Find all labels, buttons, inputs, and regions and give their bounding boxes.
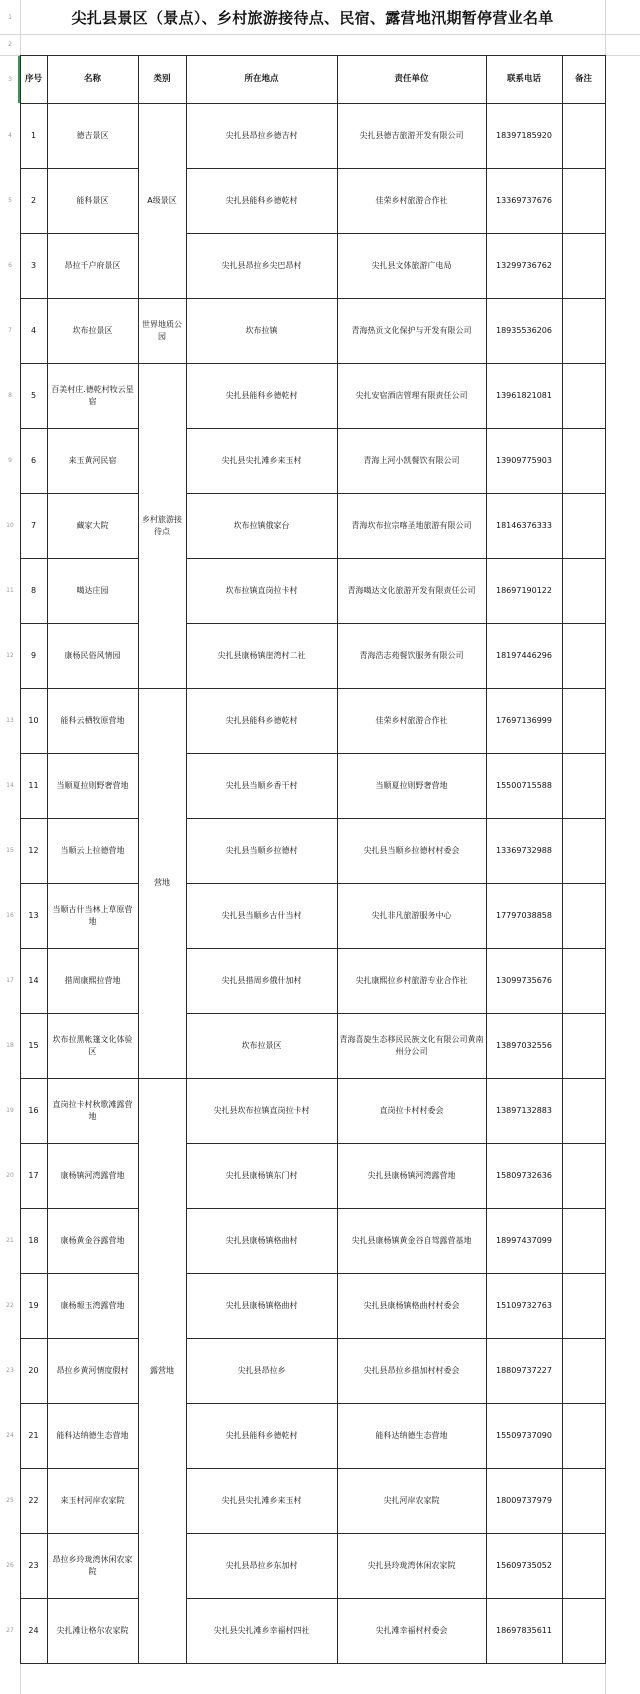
- table-cell-unit: 青海噶达文化旅游开发有限责任公司: [347, 585, 476, 595]
- row-number: 9: [8, 457, 12, 464]
- table-cell-phone: 18146376333: [496, 520, 552, 530]
- header-cell-name: 名称: [83, 74, 101, 84]
- table-cell-unit: 尖扎县德吉旅游开发有限公司: [359, 130, 464, 140]
- table-cell-name: 康杨黄金谷露营地: [60, 1235, 125, 1245]
- table-cell-no: 16: [28, 1105, 39, 1115]
- row-number: 1: [8, 13, 12, 21]
- grid-line: [186, 1143, 605, 1144]
- table-cell-phone: 18009737979: [496, 1495, 552, 1505]
- grid-line: [562, 55, 563, 1664]
- row-number: 5: [8, 197, 12, 204]
- table-cell-unit: 青海喜旋生态移民民族文化有限公司黄南州分公司: [339, 1034, 484, 1056]
- row-number: 7: [8, 327, 12, 334]
- grid-line: [20, 233, 138, 234]
- table-cell-no: 7: [30, 520, 37, 530]
- table-cell-name: 康杨塬玉湾露营地: [60, 1300, 125, 1310]
- table-cell-note: [562, 818, 605, 883]
- table-cell-location: 尖扎县尖扎滩乡幸福村四社: [213, 1625, 310, 1635]
- grid-line: [605, 55, 606, 1664]
- table-cell-no: 18: [28, 1235, 39, 1245]
- table-cell-no: 14: [28, 975, 39, 985]
- table-cell-note: [562, 753, 605, 818]
- grid-line: [186, 1013, 605, 1014]
- table-cell-no: 21: [28, 1430, 39, 1440]
- grid-line: [186, 623, 605, 624]
- gridline: [0, 34, 640, 35]
- grid-line: [138, 688, 186, 689]
- table-cell-location: 尖扎县康杨镇崖湾村二社: [217, 650, 306, 660]
- row-number: 17: [6, 977, 14, 984]
- table-cell-location: 尖扎县尖扎滩乡来玉村: [221, 1495, 302, 1505]
- row-number: 21: [6, 1237, 14, 1244]
- table-cell-unit: 尖扎滩幸福村村委会: [375, 1625, 448, 1635]
- table-cell-name: 措周康熙拉营地: [64, 975, 121, 985]
- header-cell-phone: 联系电话: [506, 74, 541, 84]
- table-cell-no: 6: [30, 455, 37, 465]
- table-cell-phone: 17697136999: [496, 715, 552, 725]
- grid-line: [138, 55, 139, 1664]
- table-cell-unit: 尖扎县昂拉乡措加村村委会: [363, 1365, 460, 1375]
- table-cell-phone: 13961821081: [496, 390, 552, 400]
- grid-line: [186, 1338, 605, 1339]
- grid-line: [20, 103, 605, 104]
- table-cell-unit: 尖扎县文体旅游广电局: [371, 260, 452, 270]
- table-cell-unit: 青海浩志苑餐饮服务有限公司: [359, 650, 464, 660]
- table-cell-unit: 尖扎县康杨镇河湾露营地: [367, 1170, 456, 1180]
- grid-line: [20, 1338, 138, 1339]
- grid-line: [20, 1208, 138, 1209]
- table-cell-unit: 尖扎安宿酒店管理有限责任公司: [355, 390, 468, 400]
- table-cell-note: [562, 1403, 605, 1468]
- table-cell-name: 能科景区: [76, 195, 109, 205]
- table-cell-note: [562, 1013, 605, 1078]
- table-cell-note: [562, 623, 605, 688]
- table-cell-name: 昂拉乡玲珑湾休闲农家院: [52, 1554, 133, 1576]
- grid-line: [186, 493, 605, 494]
- row-number: 22: [6, 1302, 14, 1309]
- table-cell-phone: 15609735052: [496, 1560, 552, 1570]
- grid-line: [138, 1663, 186, 1664]
- table-cell-note: [562, 1468, 605, 1533]
- grid-line: [186, 883, 605, 884]
- table-cell-phone: 13909775903: [496, 455, 552, 465]
- table-cell-no: 1: [30, 130, 37, 140]
- grid-line: [486, 55, 487, 1664]
- table-cell-no: 22: [28, 1495, 39, 1505]
- grid-line: [20, 298, 138, 299]
- grid-line: [186, 1468, 605, 1469]
- table-cell-note: [562, 688, 605, 753]
- table-cell-phone: 15809732636: [496, 1170, 552, 1180]
- table-cell-phone: 18809737227: [496, 1365, 552, 1375]
- table-cell-no: 8: [30, 585, 37, 595]
- table-cell-no: 10: [28, 715, 39, 725]
- table-cell-no: 17: [28, 1170, 39, 1180]
- grid-line: [20, 688, 138, 689]
- table-cell-no: 23: [28, 1560, 39, 1570]
- grid-line: [186, 363, 605, 364]
- table-cell-no: 2: [30, 195, 37, 205]
- table-cell-phone: 18197446296: [496, 650, 552, 660]
- grid-line: [186, 753, 605, 754]
- table-cell-name: 康杨民俗风情园: [64, 650, 121, 660]
- table-cell-no: 24: [28, 1625, 39, 1635]
- row-number: 25: [6, 1497, 14, 1504]
- table-cell-phone: 13099735676: [496, 975, 552, 985]
- grid-line: [20, 1468, 138, 1469]
- row-number: 24: [6, 1432, 14, 1439]
- row-number: 4: [8, 132, 12, 139]
- table-cell-location: 尖扎县昂拉乡: [237, 1365, 286, 1375]
- grid-line: [20, 1013, 138, 1014]
- table-cell-location: 尖扎县能科乡德乾村: [225, 1430, 298, 1440]
- table-cell-name: 德吉景区: [76, 130, 109, 140]
- table-cell-unit: 佳荣乡村旅游合作社: [375, 195, 448, 205]
- table-cell-note: [562, 103, 605, 168]
- sheet-title: 尖扎县景区（景点）、乡村旅游接待点、民宿、露营地汛期暂停营业名单: [71, 8, 554, 27]
- table-cell-name: 噶达庄园: [76, 585, 109, 595]
- row-number: 13: [6, 717, 14, 724]
- table-cell-note: [562, 363, 605, 428]
- grid-line: [20, 1598, 138, 1599]
- header-cell-category: 类别: [153, 74, 171, 84]
- table-cell-name: 来玉村河岸农家院: [60, 1495, 125, 1505]
- grid-line: [20, 818, 138, 819]
- table-cell-phone: 13369737676: [496, 195, 552, 205]
- table-cell-note: [562, 168, 605, 233]
- grid-line: [138, 363, 186, 364]
- table-cell-phone: 13897032556: [496, 1040, 552, 1050]
- grid-line: [20, 1533, 138, 1534]
- row-number: 20: [6, 1172, 14, 1179]
- row-number: 10: [6, 522, 14, 529]
- grid-line: [20, 428, 138, 429]
- table-cell-phone: 17797038858: [496, 910, 552, 920]
- table-cell-location: 坎布拉镇俄家台: [233, 520, 290, 530]
- row-number: 11: [6, 587, 14, 594]
- header-cell-no: 序号: [24, 74, 42, 84]
- grid-line: [186, 298, 605, 299]
- grid-line: [186, 1273, 605, 1274]
- table-cell-name: 坎布拉黑帐篷文化体验区: [52, 1034, 133, 1056]
- table-cell-phone: 13369732988: [496, 845, 552, 855]
- table-cell-location: 尖扎县当顺乡拉德村: [225, 845, 298, 855]
- table-cell-location: 尖扎县当顺乡古什当村: [221, 910, 302, 920]
- table-cell-name: 藏家大院: [76, 520, 109, 530]
- grid-line: [20, 1663, 138, 1664]
- category-cell: A级景区: [147, 195, 177, 205]
- grid-line: [20, 363, 138, 364]
- grid-line: [20, 623, 138, 624]
- table-cell-no: 9: [30, 650, 37, 660]
- grid-line: [186, 428, 605, 429]
- grid-line: [186, 688, 605, 689]
- header-cell-unit: 责任单位: [394, 74, 429, 84]
- table-cell-no: 4: [30, 325, 37, 335]
- grid-line: [186, 1078, 605, 1079]
- table-cell-no: 5: [30, 390, 37, 400]
- header-cell-location: 所在地点: [244, 74, 279, 84]
- table-cell-unit: 佳荣乡村旅游合作社: [375, 715, 448, 725]
- table-cell-phone: 15109732763: [496, 1300, 552, 1310]
- row-number: 12: [6, 652, 14, 659]
- table-cell-location: 尖扎县昂拉乡德吉村: [225, 130, 298, 140]
- grid-line: [186, 818, 605, 819]
- table-cell-note: [562, 558, 605, 623]
- grid-line: [20, 493, 138, 494]
- table-cell-unit: 尖扎县玲珑湾休闲农家院: [367, 1560, 456, 1570]
- table-cell-note: [562, 1078, 605, 1143]
- grid-line: [20, 1143, 138, 1144]
- table-cell-name: 尖扎滩让格尔农家院: [56, 1625, 129, 1635]
- table-cell-name: 昂拉乡黄河情度假村: [56, 1365, 129, 1375]
- table-cell-location: 坎布拉镇: [245, 325, 278, 335]
- table-cell-location: 尖扎县康杨镇东门村: [225, 1170, 298, 1180]
- table-cell-note: [562, 1598, 605, 1663]
- table-cell-no: 3: [30, 260, 37, 270]
- table-cell-location: 尖扎县措周乡俄什加村: [221, 975, 302, 985]
- table-cell-note: [562, 948, 605, 1013]
- table-cell-phone: 18697190122: [496, 585, 552, 595]
- grid-line: [20, 168, 138, 169]
- grid-line: [186, 233, 605, 234]
- table-cell-no: 15: [28, 1040, 39, 1050]
- row-number: 14: [6, 782, 14, 789]
- grid-line: [47, 55, 48, 1664]
- table-cell-phone: 18997437099: [496, 1235, 552, 1245]
- table-cell-unit: 青海上河小凯餐饮有限公司: [363, 455, 460, 465]
- grid-line: [20, 1273, 138, 1274]
- table-cell-phone: 13897132883: [496, 1105, 552, 1115]
- grid-line: [20, 1078, 138, 1079]
- row-number: 26: [6, 1562, 14, 1569]
- row-number: 23: [6, 1367, 14, 1374]
- table-cell-location: 尖扎县昂拉乡东加村: [225, 1560, 298, 1570]
- grid-line: [186, 55, 187, 1664]
- table-cell-unit: 尖扎县康杨镇黄金谷自驾露营基地: [351, 1235, 472, 1245]
- table-cell-note: [562, 493, 605, 558]
- table-cell-location: 尖扎县能科乡德乾村: [225, 195, 298, 205]
- table-cell-location: 尖扎县能科乡德乾村: [225, 715, 298, 725]
- grid-line: [186, 1208, 605, 1209]
- table-cell-name: 当顺夏拉则野奢营地: [56, 780, 129, 790]
- row-number: 8: [8, 392, 12, 399]
- grid-line: [186, 1533, 605, 1534]
- table-cell-phone: 18697835611: [496, 1625, 552, 1635]
- grid-line: [20, 948, 138, 949]
- table-cell-location: 坎布拉景区: [241, 1040, 282, 1050]
- table-cell-name: 能科云栖牧原营地: [60, 715, 125, 725]
- table-cell-name: 康杨镇河湾露营地: [60, 1170, 125, 1180]
- grid-line: [20, 558, 138, 559]
- grid-line: [337, 55, 338, 1664]
- table-cell-phone: 18397185920: [496, 130, 552, 140]
- table-cell-location: 尖扎县康杨镇格曲村: [225, 1300, 298, 1310]
- category-cell: 世界地质公园: [142, 319, 182, 341]
- table-cell-note: [562, 1338, 605, 1403]
- grid-line: [20, 1403, 138, 1404]
- grid-line: [186, 1598, 605, 1599]
- table-cell-unit: 尖扎县当顺乡拉德村村委会: [363, 845, 460, 855]
- table-cell-unit: 直岗拉卡村村委会: [379, 1105, 444, 1115]
- table-cell-note: [562, 883, 605, 948]
- grid-line: [186, 948, 605, 949]
- table-cell-location: 尖扎县尖扎滩乡来玉村: [221, 455, 302, 465]
- grid-line: [20, 55, 605, 56]
- row-number: 18: [6, 1042, 14, 1049]
- table-cell-name: 来玉黄河民宿: [68, 455, 117, 465]
- table-cell-unit: 能科达纳德生态营地: [375, 1430, 448, 1440]
- table-cell-name: 能科达纳德生态营地: [56, 1430, 129, 1440]
- table-cell-unit: 青海热贡文化保护与开发有限公司: [351, 325, 472, 335]
- table-cell-no: 12: [28, 845, 39, 855]
- table-cell-phone: 18935536206: [496, 325, 552, 335]
- row-number: 6: [8, 262, 12, 269]
- table-cell-unit: 尖扎县康杨镇格曲村村委会: [363, 1300, 460, 1310]
- table-cell-location: 尖扎县当顺乡香干村: [225, 780, 298, 790]
- grid-line: [20, 55, 21, 1664]
- grid-line: [186, 168, 605, 169]
- table-cell-note: [562, 233, 605, 298]
- grid-line: [138, 298, 186, 299]
- table-cell-unit: 青海坎布拉宗喀圣地旅游有限公司: [351, 520, 472, 530]
- table-cell-note: [562, 1533, 605, 1598]
- table-cell-location: 坎布拉镇直岗拉卡村: [225, 585, 298, 595]
- table-cell-name: 百美村庄.德乾村牧云星宿: [51, 384, 134, 406]
- row-number: 27: [6, 1627, 14, 1634]
- table-cell-note: [562, 1273, 605, 1338]
- table-cell-unit: 尖扎河岸农家院: [383, 1495, 440, 1505]
- grid-line: [186, 1663, 605, 1664]
- table-cell-note: [562, 428, 605, 493]
- table-cell-name: 直岗拉卡村秋歌滩露营地: [52, 1099, 133, 1121]
- table-cell-name: 当顺古什当林上草原营地: [52, 904, 133, 926]
- table-cell-no: 13: [28, 910, 39, 920]
- table-cell-location: 尖扎县能科乡德乾村: [225, 390, 298, 400]
- table-cell-no: 11: [28, 780, 39, 790]
- grid-line: [186, 1403, 605, 1404]
- table-cell-location: 尖扎县康杨镇格曲村: [225, 1235, 298, 1245]
- table-cell-name: 当顺云上拉德营地: [60, 845, 125, 855]
- grid-line: [20, 883, 138, 884]
- table-cell-note: [562, 1208, 605, 1273]
- row-number: 3: [8, 75, 12, 83]
- grid-line: [138, 1078, 186, 1079]
- table-cell-location: 尖扎县昂拉乡尖巴昂村: [221, 260, 302, 270]
- row-number: 16: [6, 912, 14, 919]
- table-cell-name: 坎布拉景区: [72, 325, 113, 335]
- table-cell-unit: 尖扎康熙拉乡村旅游专业合作社: [355, 975, 468, 985]
- row-number: 15: [6, 847, 14, 854]
- table-cell-location: 尖扎县坎布拉镇直岗拉卡村: [213, 1105, 310, 1115]
- table-cell-note: [562, 1143, 605, 1208]
- table-cell-note: [562, 298, 605, 363]
- category-cell: 露营地: [150, 1365, 174, 1375]
- row-number: 19: [6, 1107, 14, 1114]
- header-cell-note: 备注: [574, 74, 592, 84]
- table-cell-phone: 15509737090: [496, 1430, 552, 1440]
- table-cell-phone: 15500715588: [496, 780, 552, 790]
- grid-line: [20, 753, 138, 754]
- table-cell-phone: 13299736762: [496, 260, 552, 270]
- table-cell-unit: 尖扎非凡旅游服务中心: [371, 910, 452, 920]
- category-cell: 营地: [154, 878, 170, 887]
- table-cell-no: 19: [28, 1300, 39, 1310]
- table-cell-unit: 当顺夏拉则野奢营地: [375, 780, 448, 790]
- category-cell: 乡村旅游接待点: [142, 514, 182, 536]
- row-number: 2: [8, 41, 12, 48]
- table-cell-no: 20: [28, 1365, 39, 1375]
- table-cell-name: 昂拉千户府景区: [64, 260, 121, 270]
- grid-line: [186, 558, 605, 559]
